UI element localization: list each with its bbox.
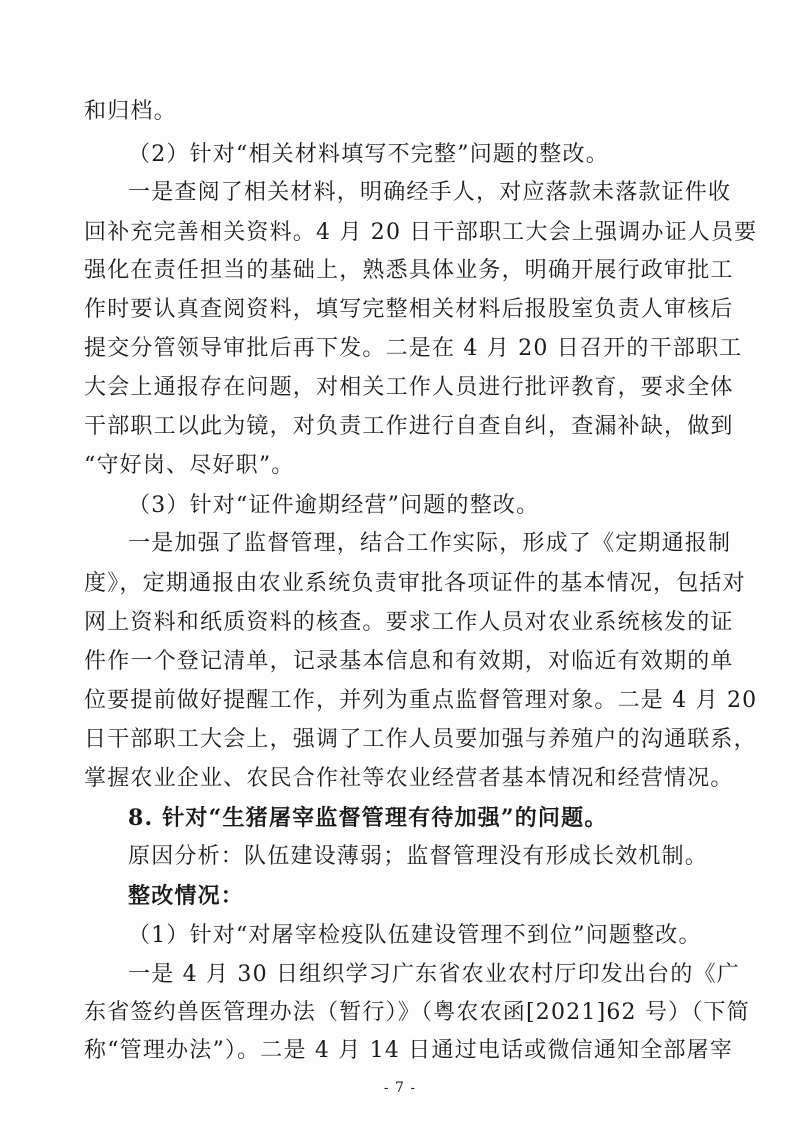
text-line: 称“管理办法”）。二是 4 月 14 日通过电话或微信通知全部屠宰: [84, 1038, 734, 1063]
text-line: 日干部职工大会上，强调了工作人员要加强与养殖户的沟通联系，: [84, 727, 757, 752]
text-line: （3）针对“证件逾期经营”问题的整改。: [128, 493, 540, 518]
text-line: 掌握农业企业、农民合作社等农业经营者基本情况和经营情况。: [84, 766, 734, 791]
text-line: 件作一个登记清单，记录基本信息和有效期，对临近有效期的单: [84, 649, 734, 674]
section-heading: 8. 针对“生猪屠宰监督管理有待加强”的问题。: [128, 805, 608, 831]
text-line: 强化在责任担当的基础上，熟悉具体业务，明确开展行政审批工: [84, 258, 734, 283]
text-line: （2）针对“相关材料填写不完整”问题的整改。: [128, 142, 609, 167]
text-line: 网上资料和纸质资料的核查。要求工作人员对农业系统核发的证: [84, 610, 734, 635]
text-line: 原因分析：队伍建设薄弱；监督管理没有形成长效机制。: [128, 844, 709, 869]
text-line: “守好岗、尽好职”。: [84, 453, 295, 478]
text-line: 大会上通报存在问题，对相关工作人员进行批评教育，要求全体: [84, 375, 734, 400]
text-line: 作时要认真查阅资料，填写完整相关材料后报股室负责人审核后: [84, 297, 734, 322]
text-line: 度》，定期通报由农业系统负责审批各项证件的基本情况，包括对: [84, 571, 746, 596]
text-line: 干部职工以此为镜，对负责工作进行自查自纠，查漏补缺，做到: [84, 414, 734, 439]
text-line: 提交分管领导审批后再下发。二是在 4 月 20 日召开的干部职工: [84, 336, 743, 361]
page-number: - 7 -: [383, 1080, 417, 1096]
text-line: 回补充完善相关资料。4 月 20 日干部职工大会上强调办证人员要: [84, 220, 758, 245]
subheading: 整改情况：: [128, 883, 245, 909]
text-line: 一是加强了监督管理，结合工作实际，形成了《定期通报制: [128, 531, 732, 556]
text-line: 和归档。: [84, 99, 177, 124]
text-line: （1）针对“对屠宰检疫队伍建设管理不到位”问题整改。: [128, 923, 702, 948]
text-line: 一是 4 月 30 日组织学习广东省农业农村厅印发出台的《广: [128, 962, 740, 987]
text-line: 东省签约兽医管理办法（暂行）》（粤农农函[2021]62 号）（下简: [84, 1000, 750, 1025]
text-line: 一是查阅了相关材料，明确经手人，对应落款未落款证件收: [128, 180, 732, 205]
text-line: 位要提前做好提醒工作，并列为重点监督管理对象。二是 4 月 20: [84, 688, 758, 713]
